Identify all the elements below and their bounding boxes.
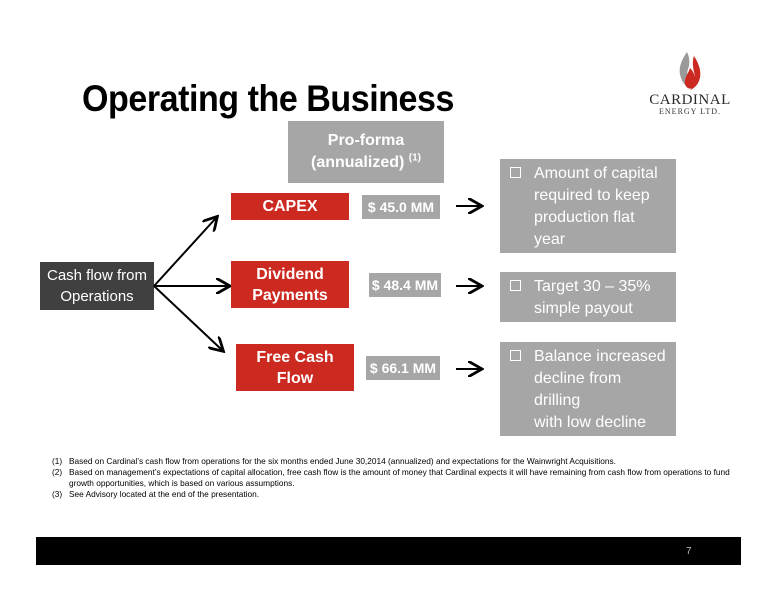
page-number: 7 <box>686 546 692 557</box>
checkbox-bullet-icon <box>510 280 521 291</box>
dividend-description: Target 30 – 35% simple payout ratio <box>500 272 676 322</box>
page-title: Operating the Business <box>82 78 454 119</box>
capex-value: $ 45.0 MM <box>362 195 440 219</box>
dividend-box <box>231 261 349 308</box>
source-line2: Operations <box>60 288 134 305</box>
capex-box <box>231 193 349 220</box>
free-cash-flow-value: $ 66.1 MM <box>366 356 440 380</box>
footnote-ref: (1) <box>408 152 422 164</box>
footer-bar <box>36 537 741 565</box>
proforma-line2: (annualized) $^{(1)}$ <box>310 152 422 171</box>
source-line1: Cash flow from <box>46 267 148 284</box>
arrow-to-freecash <box>154 286 222 350</box>
proforma-line1: Pro-forma <box>327 132 405 149</box>
capex-description: Amount of capital required to keep production flat year over year <box>500 159 676 253</box>
logo-wordmark: CARDINAL <box>649 92 731 108</box>
freecash-label-line2: Flow <box>276 369 314 387</box>
footnotes <box>52 456 742 500</box>
footnote-3: (3) See Advisory located at the end of the presentation. <box>52 489 260 499</box>
arrow-to-capex <box>154 218 216 286</box>
dividend-label-line1: Dividend <box>256 265 324 283</box>
capex-label: CAPEX <box>262 198 318 215</box>
dividend-value: $ 48.4 MM <box>369 273 441 297</box>
checkbox-bullet-icon <box>510 350 521 361</box>
checkbox-bullet-icon <box>510 167 521 178</box>
footnote-1: (1) Based on Cardinal’s cash flow from operations for the six months ended June 30,2014 (annualized) and expectations for the Wainwright Acquisitions. <box>52 456 616 466</box>
logo-subtitle: ENERGY LTD. <box>659 107 721 116</box>
footnote-2: (2) Based on management’s expectations of capital allocation, free cash flow is the amount of money that Cardinal expects it will have remaining from cash flow from operations to fund growth opportunities, which is based on various assumptions. <box>52 467 730 488</box>
freecash-label-line1: Free Cash <box>256 348 334 366</box>
dividend-label-line2: Payments <box>252 286 328 304</box>
free-cash-flow-description: Balance increased decline from drilling with low decline acquisitions <box>500 342 676 436</box>
free-cash-flow-box <box>236 344 354 391</box>
